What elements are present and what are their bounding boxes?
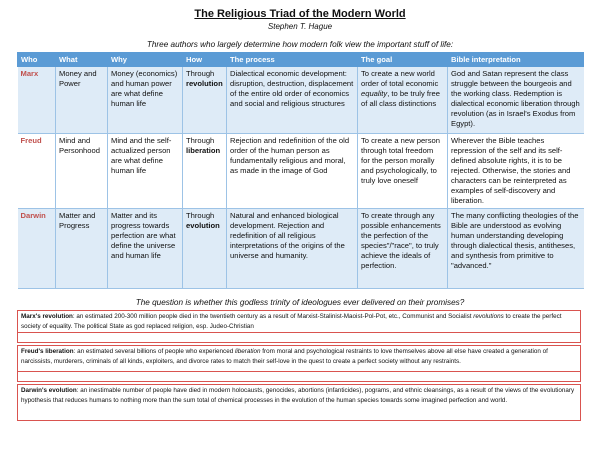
table-header-row <box>18 53 584 67</box>
note-label: Marx's revolution <box>21 313 73 320</box>
goal-cell <box>358 67 448 134</box>
why-cell: Matter and its progress towards perfection are what define the universe and human life <box>108 209 183 289</box>
triad-table <box>17 52 584 289</box>
table-row-darwin <box>18 209 584 289</box>
column-header: The process <box>227 53 358 67</box>
why-cell: Money (economics) and human power are what define human life <box>108 67 183 134</box>
document-title: The Religious Triad of the Modern World <box>194 8 406 20</box>
column-header: Who <box>18 53 56 67</box>
note-emphasis: liberation <box>234 348 261 355</box>
question-text: The question is whether this godless trinity of ideologues ever delivered on their promises? <box>135 298 465 307</box>
how-cell <box>183 134 227 209</box>
freud-note-box <box>17 345 581 382</box>
how-cell <box>183 209 227 289</box>
how-cell <box>183 67 227 134</box>
how-prefix: Through <box>186 69 215 78</box>
what-cell: Money and Power <box>56 67 108 134</box>
why-cell: Mind and the self-actualized person are what define human life <box>108 134 183 209</box>
note-label: Freud's liberation <box>21 348 74 355</box>
process-cell: Natural and enhanced biological development. Rejection and redefinition of all religious interpretations of the origins of the universe and humanity. <box>227 209 358 289</box>
note-label: Darwin's evolution <box>21 387 77 394</box>
goal-emphasis: equality <box>361 89 388 98</box>
table-row-freud <box>18 134 584 209</box>
process-cell: Dialectical economic development: disruption, destruction, displacement of the entire old order of economics and social and religious structures <box>227 67 358 134</box>
note-text: : an inestimable number of people have died in modern holocausts, genocides, abortions (infanticides), pograms, and ethnic cleansings, as a result of the views of the evolutionary hypothesis that reduces humans to nothing more than the sum total of chemical processes in the evolution of the human species towards some imagined perfection and world. <box>21 387 575 404</box>
bible-cell: The many conflicting theologies of the Bible are understood as evolving human understanding developing through dialectical thesis, antitheses, and synthesis from primitive to "advanced." <box>448 209 584 289</box>
darwin-note-box <box>17 384 581 421</box>
column-header: What <box>56 53 108 67</box>
column-header: Bible interpretation <box>448 53 584 67</box>
intro-text: Three authors who largely determine how modern folk view the important stuff of life: <box>146 40 454 49</box>
who-cell: Freud <box>18 134 56 209</box>
what-cell: Mind and Personhood <box>56 134 108 209</box>
note-emphasis: revolutions <box>473 313 504 320</box>
how-prefix: Through <box>186 211 215 220</box>
note-text: from moral and psychological restraints to love themselves above all else have created a generation of narcissists, murderers, criminals of all kinds, exploiters, and divorce rates to match their self-love in the quest to create a perfect society without any restraints. <box>21 348 548 365</box>
note-text: : an estimated several billions of people who experienced <box>73 348 235 355</box>
bible-cell: God and Satan represent the class struggle between the bourgeois and the working class. Redemption is dialectical economic liberation through revolution (as in Israel's Exodus from Egypt). <box>448 67 584 134</box>
column-header: Why <box>108 53 183 67</box>
process-cell: Rejection and redefinition of the old order of the human person as fundamentally religious and moral, as made in the image of God <box>227 134 358 209</box>
how-term: liberation <box>186 146 221 155</box>
what-cell: Matter and Progress <box>56 209 108 289</box>
who-cell: Marx <box>18 67 56 134</box>
bible-cell: Wherever the Bible teaches repression of the self and its self-defined absolute rights, it is to be rejected. Otherwise, the stories and characters can be reinterpreted as examples of self-discovery and liberation. <box>448 134 584 209</box>
goal-text: To create a new world order of total economic <box>361 69 439 88</box>
note-text: to create the perfect society of equality. The political State as god replaced religion, esp. Judeo-Christian <box>21 313 562 330</box>
column-header: The goal <box>358 53 448 67</box>
how-prefix: Through <box>186 136 215 145</box>
author-name: Stephen T. Hague <box>267 22 333 31</box>
how-term: evolution <box>186 221 220 230</box>
table-row-marx <box>18 67 584 134</box>
goal-cell: To create through any possible enhancements the perfection of the species"/"race", to truly achieve the ideals of perfection. <box>358 209 448 289</box>
column-header: How <box>183 53 227 67</box>
marx-note-box <box>17 310 581 343</box>
how-term: revolution <box>186 79 223 88</box>
goal-text: , to be truly free of all class distinctions <box>361 89 440 108</box>
goal-cell: To create a new person through total freedom for the person morally and psychologically, to truly love oneself <box>358 134 448 209</box>
who-cell: Darwin <box>18 209 56 289</box>
note-text: : an estimated 200-300 million people died in the twentieth century as a result of Marxist-Stalinist-Maoist-Pol-Pot, etc., Communist and Socialist <box>72 313 474 320</box>
